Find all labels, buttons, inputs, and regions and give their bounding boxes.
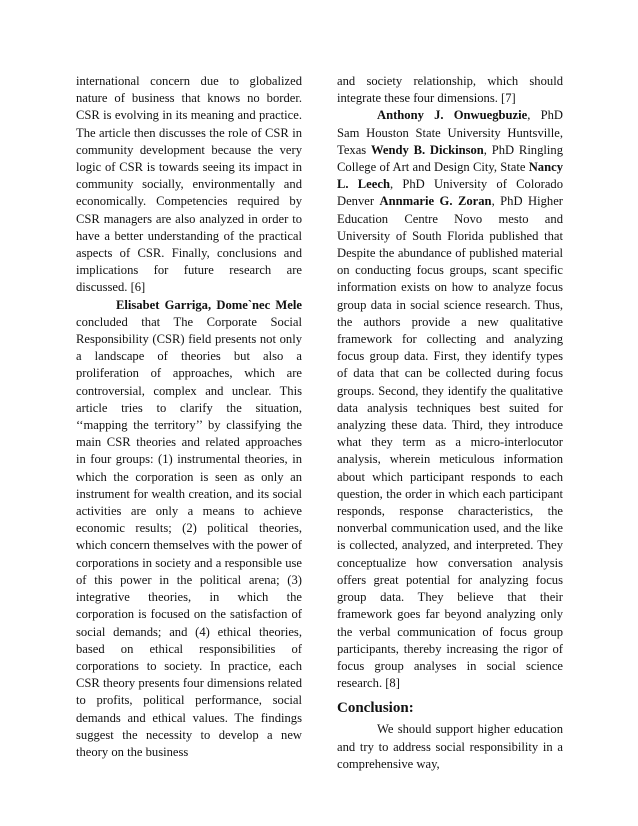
paragraph bbox=[76, 297, 302, 761]
paragraph-text: , PhD Higher Education Centre Novo mesto and University of South Florida published that Despite the abundance of published material on conducting focus groups, scant specific information exists on how to analyze focus group data in social science research. Thus, the authors provide a new qualitative framework for collecting and analyzing focus group data. First, they identify types of data that can be collected during focus groups. Second, they identify the qualitative data analysis techniques best suited for analyzing these data. Third, they introduce what they term as a micro-interlocutor analysis, wherein meticulous information about which participant responds to each question, the order in which each participant responds, response characteristics, the nonverbal communication used, and the like is collected, analyzed, and interpreted. They conceptualize how conversation analysis offers great potential for analyzing focus group data. They believe that their framework goes far beyond analyzing only the verbal communication of focus group participants, thereby increasing the rigor of focus group analyses in social science research. [8] bbox=[337, 194, 563, 691]
author-name: Wendy B. Dickinson bbox=[370, 142, 484, 157]
paragraph: We should support higher education and try to address social responsibility in a comprehensive way, bbox=[337, 722, 563, 771]
paragraph bbox=[337, 107, 563, 692]
paragraph: international concern due to globalized nature of business that knows no border. CSR is evolving in its meaning and practice. The article then discusses the role of CSR in community development because the very logic of CSR is towards seeing its impact in community socially, environmentally and economically. Competencies required by CSR managers are also analyzed in order to have a better understanding of the practical aspects of CSR. Finally, conclusions and implications for future research are discussed. [6] bbox=[76, 74, 302, 295]
paragraph-text: , PhD Ringling College of Art and Design City, State bbox=[337, 142, 563, 175]
paragraph-text: concluded that The Corporate Social Responsibility (CSR) field presents not only a landscape of theories but also a proliferation of approaches, which are controversial, complex and unclear. This article tries to clarify the situation, ‘‘mapping the territory’’ by classifying the main CSR theories and related approaches in four groups: (1) instrumental theories, in which the corporation is seen as only an instrument for wealth creation, and its social activities are only a means to achieve economic results; (2) political theories, which concern themselves with the power of corporations in society and a responsible use of this power in the political arena; (3) integrative theories, in which the corporation is focused on the satisfaction of social demands; and (4) ethical theories, based on ethical responsibilities of corporations to society. In practice, each CSR theory presents four dimensions related to profits, political performance, social demands and ethical values. The findings suggest the necessity to develop a new theory on the business bbox=[76, 314, 302, 759]
right-column bbox=[337, 73, 563, 773]
paragraph-text: , PhD University of Colorado Denver bbox=[337, 177, 563, 209]
left-column bbox=[76, 73, 302, 761]
paragraph: and society relationship, which should integrate these four dimensions. [7] bbox=[337, 74, 563, 106]
author-name: Nancy L. Leech bbox=[337, 160, 563, 192]
section-heading: Conclusion: bbox=[337, 700, 414, 717]
author-name: Annmarie G. Zoran bbox=[379, 194, 492, 209]
author-name: Elisabet Garriga, Dome`nec Mele bbox=[116, 297, 302, 312]
author-name: Anthony J. Onwuegbuzie bbox=[377, 108, 528, 123]
paragraph-text: , PhD Sam Houston State University Huntsville, Texas bbox=[337, 108, 563, 157]
